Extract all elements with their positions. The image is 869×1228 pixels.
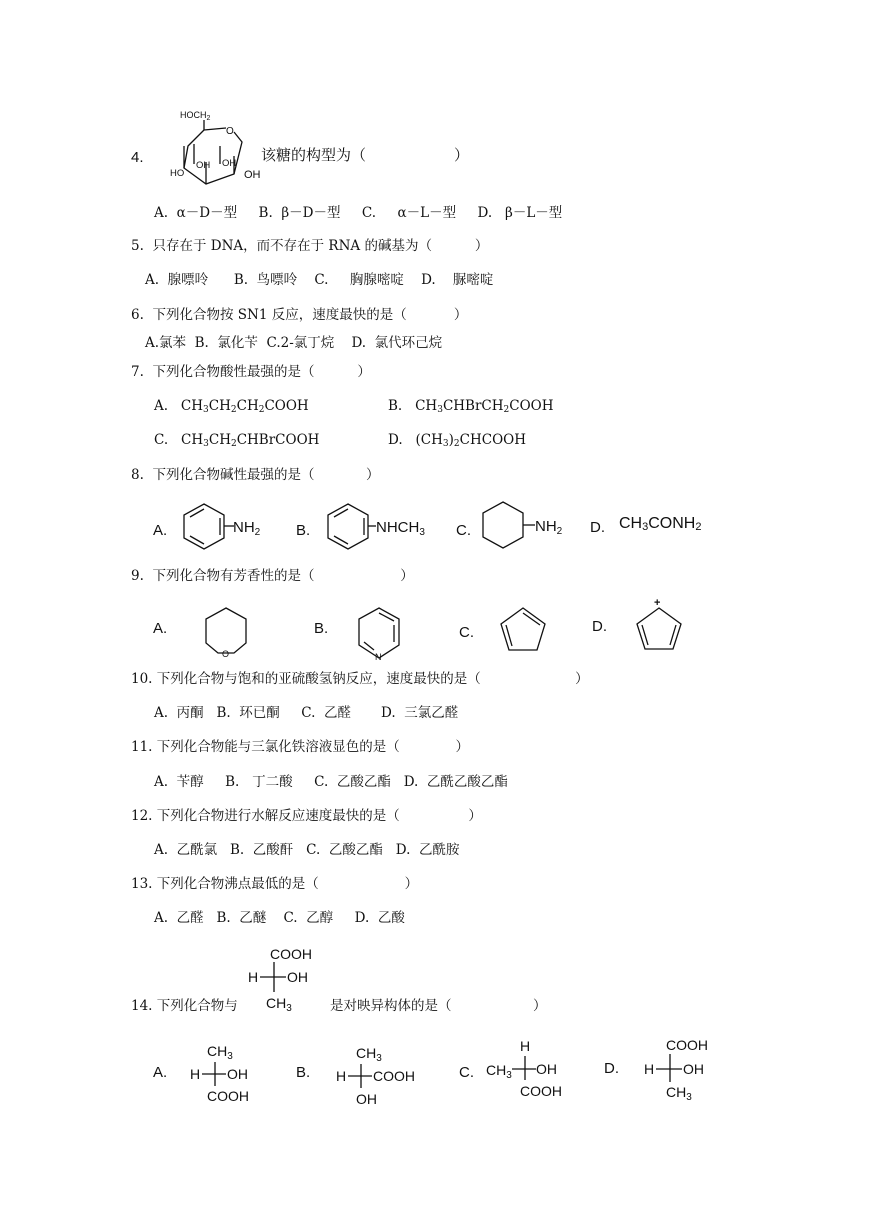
q14-option-a-fischer [188,1040,268,1108]
q12-question: 12. 下列化合物进行水解反应速度最快的是（ ） [131,808,482,824]
q4-ring-oxygen: O [226,126,234,137]
q8-c-nh2: $NH_2$ [535,518,563,537]
q12-options: A. 乙酰氯 B. 乙酸酐 C. 乙酸乙酯 D. 乙酰胺 [154,842,460,858]
q7-question: 7. 下列化合物酸性最强的是（ ） [131,364,371,380]
q14-b-right: COOH [373,1068,415,1084]
q14-a-bottom: COOH [207,1088,249,1104]
q14-d-top: COOH [666,1037,708,1053]
q6-question: 6. 下列化合物按 SN1 反应，速度最快的是（ ） [131,307,468,323]
q4-oh-2: OH [222,158,237,169]
q14-option-c-label: C. [459,1064,474,1081]
q14-reference-fischer-projection [246,944,326,1014]
q9-option-a-label: A. [153,620,168,637]
q13-question: 13. 下列化合物沸点最低的是（ ） [131,876,419,892]
q7-option-b: B. $CH_3CHBrCH_2COOH$ [388,398,554,415]
q14-c-bottom: COOH [520,1083,562,1099]
q4-oh-1: OH [196,160,211,171]
q14-option-b-fischer [336,1042,426,1108]
q8-c-cyclohexane-ring [483,502,523,548]
q14-d-bottom: $CH_3$ [666,1084,692,1103]
q10-options: A. 丙酮 B. 环已酮 C. 乙醛 D. 三氯乙醛 [154,705,459,721]
q14-option-b-label: B. [296,1064,311,1081]
q8-option-c-label: C. [456,522,471,539]
q8-option-a-label: A. [153,522,168,539]
q14-question-tail: 是对映异构体的是（ ） [330,998,547,1014]
q4-close-paren: ） [454,147,470,164]
q9-a-oxygen: O [222,649,230,659]
q14-c-right: OH [536,1061,557,1077]
q14-ref-left: H [248,969,259,985]
q7-option-a: A. $CH_3CH_2CH_2COOH$ [154,398,309,415]
q14-question-lead: 14. 下列化合物与 [131,998,238,1014]
q8-n-methylaniline-structure [324,502,444,550]
q5-options: A. 腺嘌呤 B. 鸟嘌呤 C. 胸腺嘧啶 D. 脲嘧啶 [145,272,494,288]
q4-ho: HO [170,168,185,179]
q14-ref-bottom: $CH_3$ [266,995,292,1014]
q11-question: 11. 下列化合物能与三氯化铁溶液显色的是（ ） [131,739,470,755]
q4-hoch2-label: $HOCH_2$ [180,110,211,122]
q8-aniline-structure [180,502,280,550]
q14-option-a-label: A. [153,1064,168,1081]
q9-pyridine-structure [356,606,406,664]
q14-b-bottom: OH [356,1091,377,1107]
q8-option-d-label: D. [590,519,605,536]
q9-b-double-bond-1 [379,613,394,621]
q9-tetrahydropyran-structure [202,606,252,660]
q11-options: A. 苄醇 B. 丁二酸 C. 乙酸乙酯 D. 乙酰乙酸乙酯 [154,774,508,790]
q14-a-top: $CH_3$ [207,1043,233,1062]
q4-number: 4. [131,149,144,166]
q10-question: 10. 下列化合物与饱和的亚硫酸氢钠反应，速度最快的是（ ） [131,671,589,687]
q8-cyclohexylamine-structure [480,500,580,550]
q4-sugar-ring-structure [168,106,268,190]
q14-option-d-fischer [644,1036,724,1106]
q14-option-d-label: D. [604,1060,619,1077]
q14-ref-top: COOH [270,946,312,962]
q4-question-text: 该糖的构型为（ [261,147,367,164]
q9-b-ring [359,608,399,658]
q14-d-left: H [644,1061,655,1077]
q9-option-b-label: B. [314,620,329,637]
q8-question: 8. 下列化合物碱性最强的是（ ） [131,467,380,483]
q9-cyclopentadiene-structure [498,606,550,656]
q8-a-nh2: $NH_2$ [233,519,261,538]
q8-a-benzene-ring [184,504,224,549]
q6-options: A.氯苯 B. 氯化苄 C.2-氯丁烷 D. 氯代环己烷 [145,335,443,351]
q14-d-right: OH [683,1061,704,1077]
q9-question: 9. 下列化合物有芳香性的是（ ） [131,568,414,584]
q9-a-ring [206,608,246,653]
q14-b-left: H [336,1068,347,1084]
q14-c-top: H [520,1038,531,1054]
q14-option-c-fischer [486,1036,576,1102]
q14-c-left: $CH_3$ [486,1062,512,1081]
q14-a-right: OH [227,1066,248,1082]
q8-b-nhch3: $NHCH_3$ [376,519,425,538]
q14-b-top: $CH_3$ [356,1045,382,1064]
q9-d-plus: + [654,597,661,609]
q5-question: 5. 只存在于 DNA，而不存在于 RNA 的碱基为（ ） [131,238,489,254]
q9-cyclopentadienyl-cation-structure [634,596,686,654]
q4-options: A. α－D－型 B. β－D－型 C. α－L－型 D. β－L－型 [154,205,563,221]
q4-oh-3: OH [244,169,261,181]
q8-b-benzene-ring [328,504,368,549]
q9-option-c-label: C. [459,624,474,641]
q9-option-d-label: D. [592,618,607,635]
q7-option-d: D. $(CH_3)_2CHCOOH$ [388,432,526,449]
q14-a-left: H [190,1066,201,1082]
q8-option-d-acetamide: $CH_3CONH_2$ [619,515,702,533]
q14-ref-right: OH [287,969,308,985]
q9-b-nitrogen: N [375,652,382,662]
q8-option-b-label: B. [296,522,311,539]
q7-option-c: C. $CH_3CH_2CHBrCOOH$ [154,432,320,449]
q13-options: A. 乙醛 B. 乙醚 C. 乙醇 D. 乙酸 [154,910,405,926]
